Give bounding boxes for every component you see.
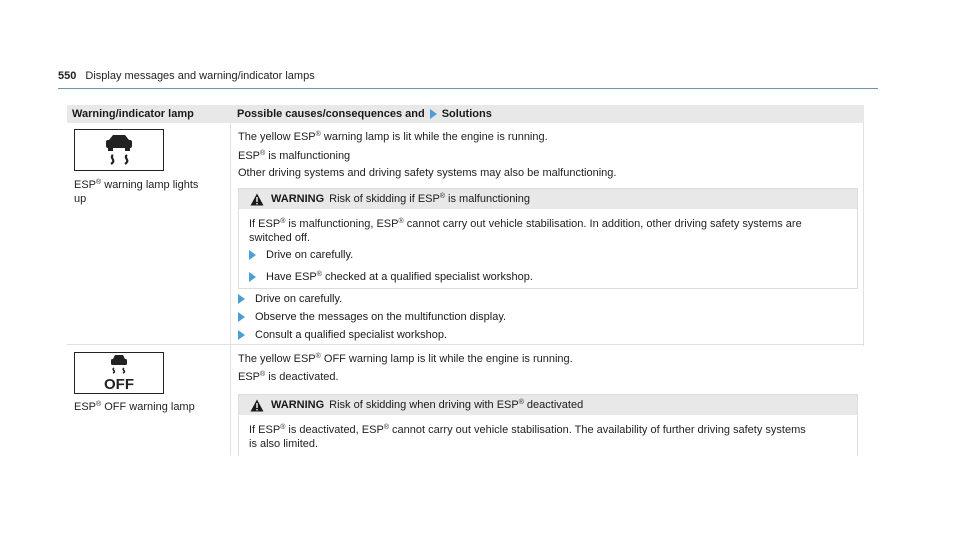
warning-header: WARNING Risk of skidding if ESP® is malfunctioning bbox=[239, 189, 857, 209]
esp-off-lamp-name: ESP® OFF warning lamp bbox=[74, 401, 195, 413]
table-right-border bbox=[863, 123, 864, 346]
page-title: Display messages and warning/indicator lamps bbox=[85, 70, 315, 82]
esp-desc-line1: The yellow ESP® warning lamp is lit while the engine is running. bbox=[238, 131, 548, 143]
esp-warning-lamp-icon bbox=[74, 129, 164, 171]
warning-lamp-table bbox=[67, 105, 864, 455]
esp-off-warning-lamp-icon bbox=[74, 352, 164, 394]
bullet-arrow-icon bbox=[238, 330, 245, 340]
solution-bullet: Observe the messages on the multifunction display. bbox=[238, 311, 506, 323]
solution-bullet: Drive on carefully. bbox=[238, 293, 342, 305]
solution-bullet: Consult a qualified specialist workshop. bbox=[238, 329, 447, 341]
bullet-arrow-icon bbox=[249, 250, 256, 260]
col-header-causes: Possible causes/consequences and Solutions bbox=[237, 108, 492, 120]
column-divider bbox=[230, 123, 231, 455]
esp-desc-line3: Other driving systems and driving safety systems may also be malfunctioning. bbox=[238, 167, 617, 179]
esp-off-desc-line1: The yellow ESP® OFF warning lamp is lit while the engine is running. bbox=[238, 353, 573, 365]
page-number: 550 bbox=[58, 70, 77, 82]
col-header-lamp: Warning/indicator lamp bbox=[72, 108, 194, 120]
row-separator bbox=[67, 344, 864, 345]
warning-triangle-icon bbox=[250, 193, 264, 206]
header-divider bbox=[58, 88, 878, 89]
esp-off-desc-line2: ESP® is deactivated. bbox=[238, 371, 339, 383]
bullet-arrow-icon bbox=[238, 312, 245, 322]
bullet-arrow-icon bbox=[249, 272, 256, 282]
table-header-row bbox=[67, 105, 864, 123]
warning-body: If ESP® is deactivated, ESP® cannot carry out vehicle stabilisation. The availability of further driving safety systems is also limited. bbox=[249, 424, 806, 450]
esp-lamp-name: ESP® warning lamp lights up bbox=[74, 179, 199, 205]
warning-header: WARNING Risk of skidding when driving with ESP® deactivated bbox=[239, 395, 857, 415]
solution-arrow-icon bbox=[430, 109, 437, 119]
warning-triangle-icon bbox=[250, 399, 264, 412]
page-header bbox=[58, 70, 315, 82]
esp-off-warning-box bbox=[238, 394, 858, 456]
bullet-arrow-icon bbox=[238, 294, 245, 304]
lamp-off-text: OFF bbox=[104, 376, 134, 393]
esp-desc-line2: ESP® is malfunctioning bbox=[238, 150, 351, 162]
warning-body: If ESP® is malfunctioning, ESP® cannot carry out vehicle stabilisation. In addition, other driving safety systems are switched off. bbox=[249, 218, 802, 244]
esp-warning-box bbox=[238, 188, 858, 289]
inner-bullet: Drive on carefully. bbox=[249, 249, 353, 261]
inner-bullet: Have ESP® checked at a qualified specialist workshop. bbox=[249, 271, 533, 283]
